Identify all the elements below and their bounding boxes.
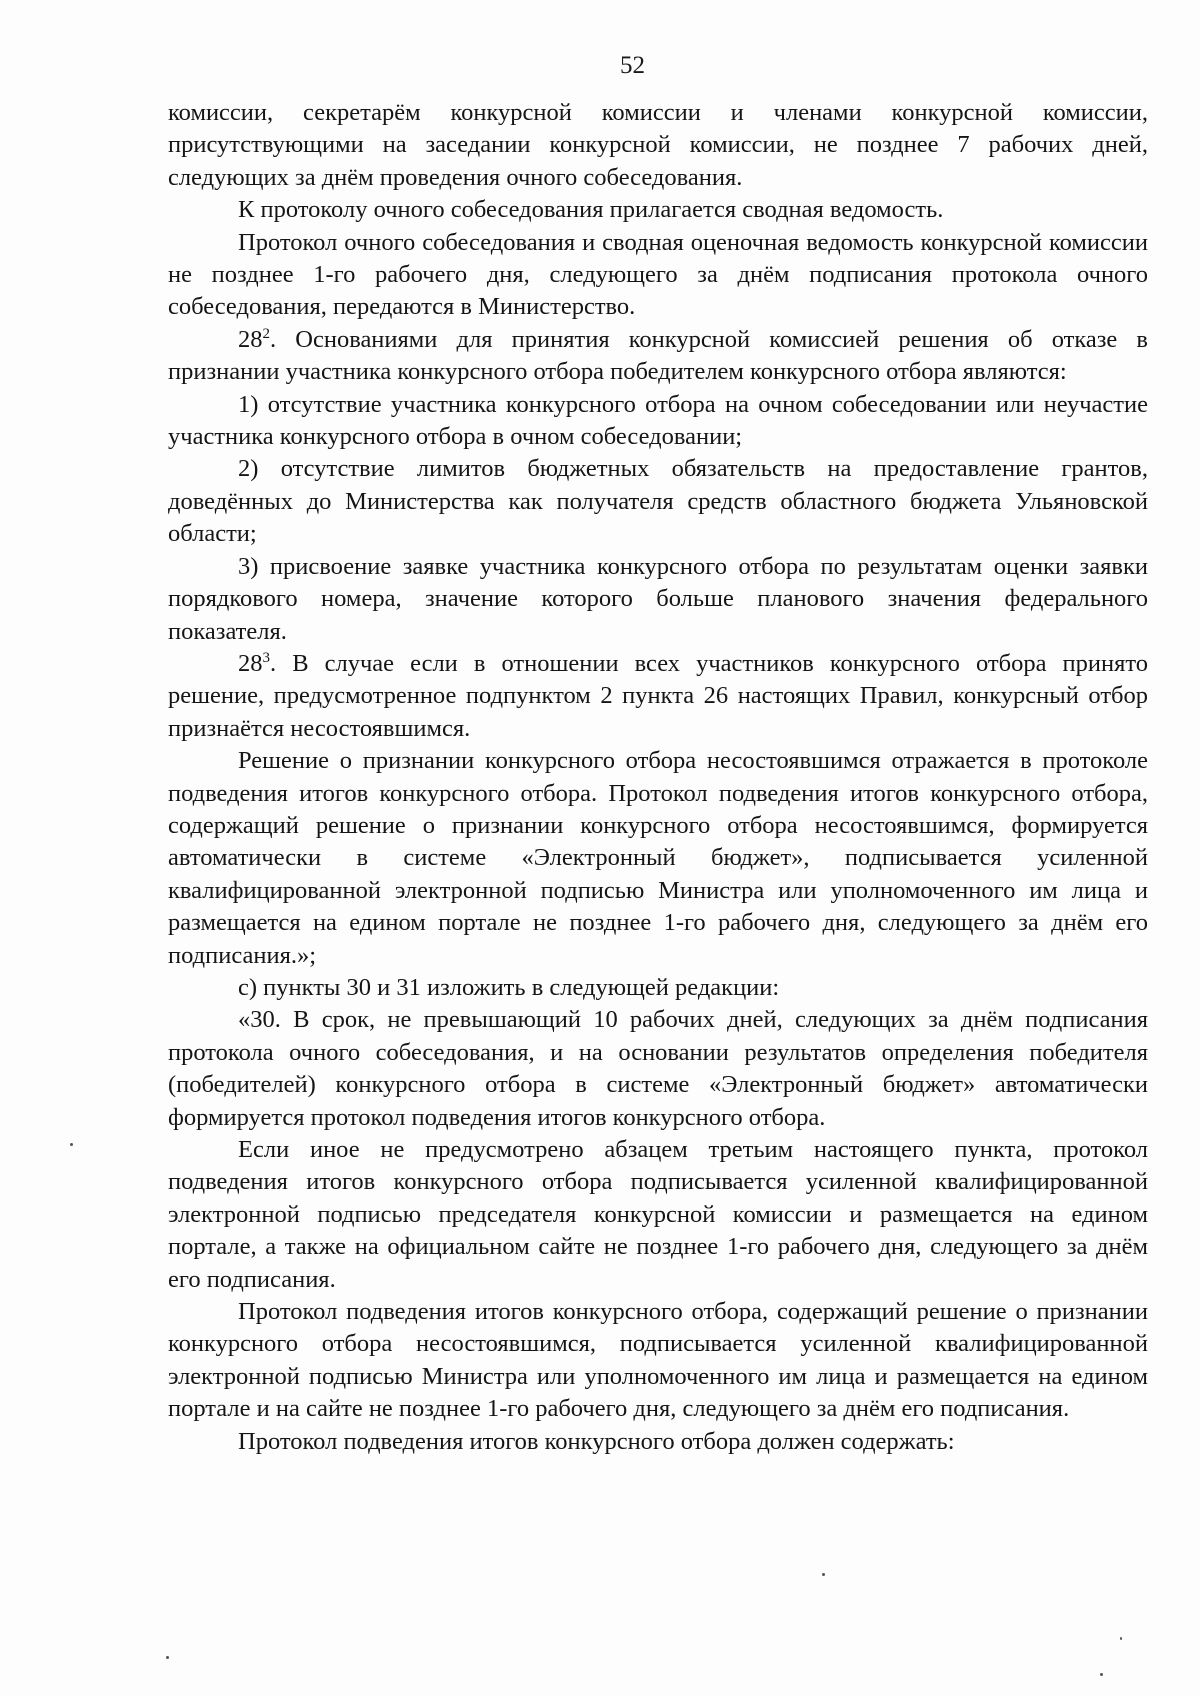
item-number: 28	[238, 325, 263, 353]
paragraph: 2) отсутствие лимитов бюджетных обязательств на предоставление грантов, доведённых до Министерства как получателя средств областного бюджета Ульяновской области;	[168, 455, 1148, 548]
paragraph-text: . Основаниями для принятия конкурсной комиссией решения об отказе в признании участника конкурсного отбора победителем конкурсного отбора являются:	[168, 325, 1148, 386]
scan-speck	[1100, 1673, 1103, 1676]
item-superscript: 2	[262, 325, 270, 342]
paragraph: 3) присвоение заявке участника конкурсного отбора по результатам оценки заявки порядкового номера, значение которого больше планового значения федерального показателя.	[168, 552, 1148, 645]
paragraph: комиссии, секретарём конкурсной комиссии и членами конкурсной комиссии, присутствующими на заседании конкурсной комиссии, не позднее 7 рабочих дней, следующих за днём проведения очного собеседования.	[168, 99, 1148, 191]
paragraph: Протокол очного собеседования и сводная оценочная ведомость конкурсной комиссии не позднее 1-го рабочего дня, следующего за днём подписания протокола очного собеседования, передаются в Министерство.	[168, 228, 1148, 321]
scan-speck	[166, 1656, 169, 1659]
paragraph-item-28-3	[168, 648, 1148, 745]
paragraph-text: . В случае если в отношении всех участников конкурсного отбора принято решение, предусмотренное подпунктом 2 пункта 26 настоящих Правил, конкурсный отбор признаётся несостоявшимся.	[168, 649, 1148, 742]
item-superscript: 3	[262, 649, 270, 666]
paragraph: Протокол подведения итогов конкурсного отбора должен содержать:	[238, 1427, 955, 1455]
paragraph: Решение о признании конкурсного отбора несостоявшимся отражается в протоколе подведения итогов конкурсного отбора. Протокол подведения итогов конкурсного отбора, содержащий решение о признании конкурсного отбора несостоявшимся, формируется автоматически в системе «Электронный бюджет», подписывается усиленной квалифицированной электронной подписью Министра или уполномоченного им лица и размещается на едином портале не позднее 1-го рабочего дня, следующего за днём его подписания.»;	[168, 747, 1148, 969]
paragraph: 1) отсутствие участника конкурсного отбора на очном собеседовании или неучастие участника конкурсного отбора в очном собеседовании;	[168, 390, 1148, 451]
document-body	[168, 97, 1148, 1458]
paragraph: К протоколу очного собеседования прилагается сводная ведомость.	[238, 196, 944, 224]
paragraph: Протокол подведения итогов конкурсного отбора, содержащий решение о признании конкурсного отбора несостоявшимся, подписывается усиленной квалифицированной электронной подписью Министра или уполномоченного им лица и размещается на едином портале и на сайте не позднее 1-го рабочего дня, следующего за днём его подписания.	[168, 1298, 1148, 1423]
scan-speck	[70, 1143, 73, 1146]
paragraph: Если иное не предусмотрено абзацем третьим настоящего пункта, протокол подведения итогов конкурсного отбора подписывается усиленной квалифицированной электронной подписью председателя конкурсной комиссии и размещается на едином портале, а также на официальном сайте не позднее 1-го рабочего дня, следующего за днём его подписания.	[168, 1136, 1148, 1293]
scan-speck	[1120, 1637, 1122, 1640]
paragraph-item-28-2	[168, 324, 1148, 389]
page-number: 52	[620, 52, 645, 79]
paragraph: с) пункты 30 и 31 изложить в следующей редакции:	[238, 973, 780, 1001]
item-number: 28	[238, 649, 263, 677]
paragraph: «30. В срок, не превышающий 10 рабочих дней, следующих за днём подписания протокола очного собеседования, и на основании результатов определения победителя (победителей) конкурсного отбора в системе «Электронный бюджет» автоматически формируется протокол подведения итогов конкурсного отбора.	[168, 1006, 1148, 1131]
scan-speck	[822, 1573, 825, 1576]
